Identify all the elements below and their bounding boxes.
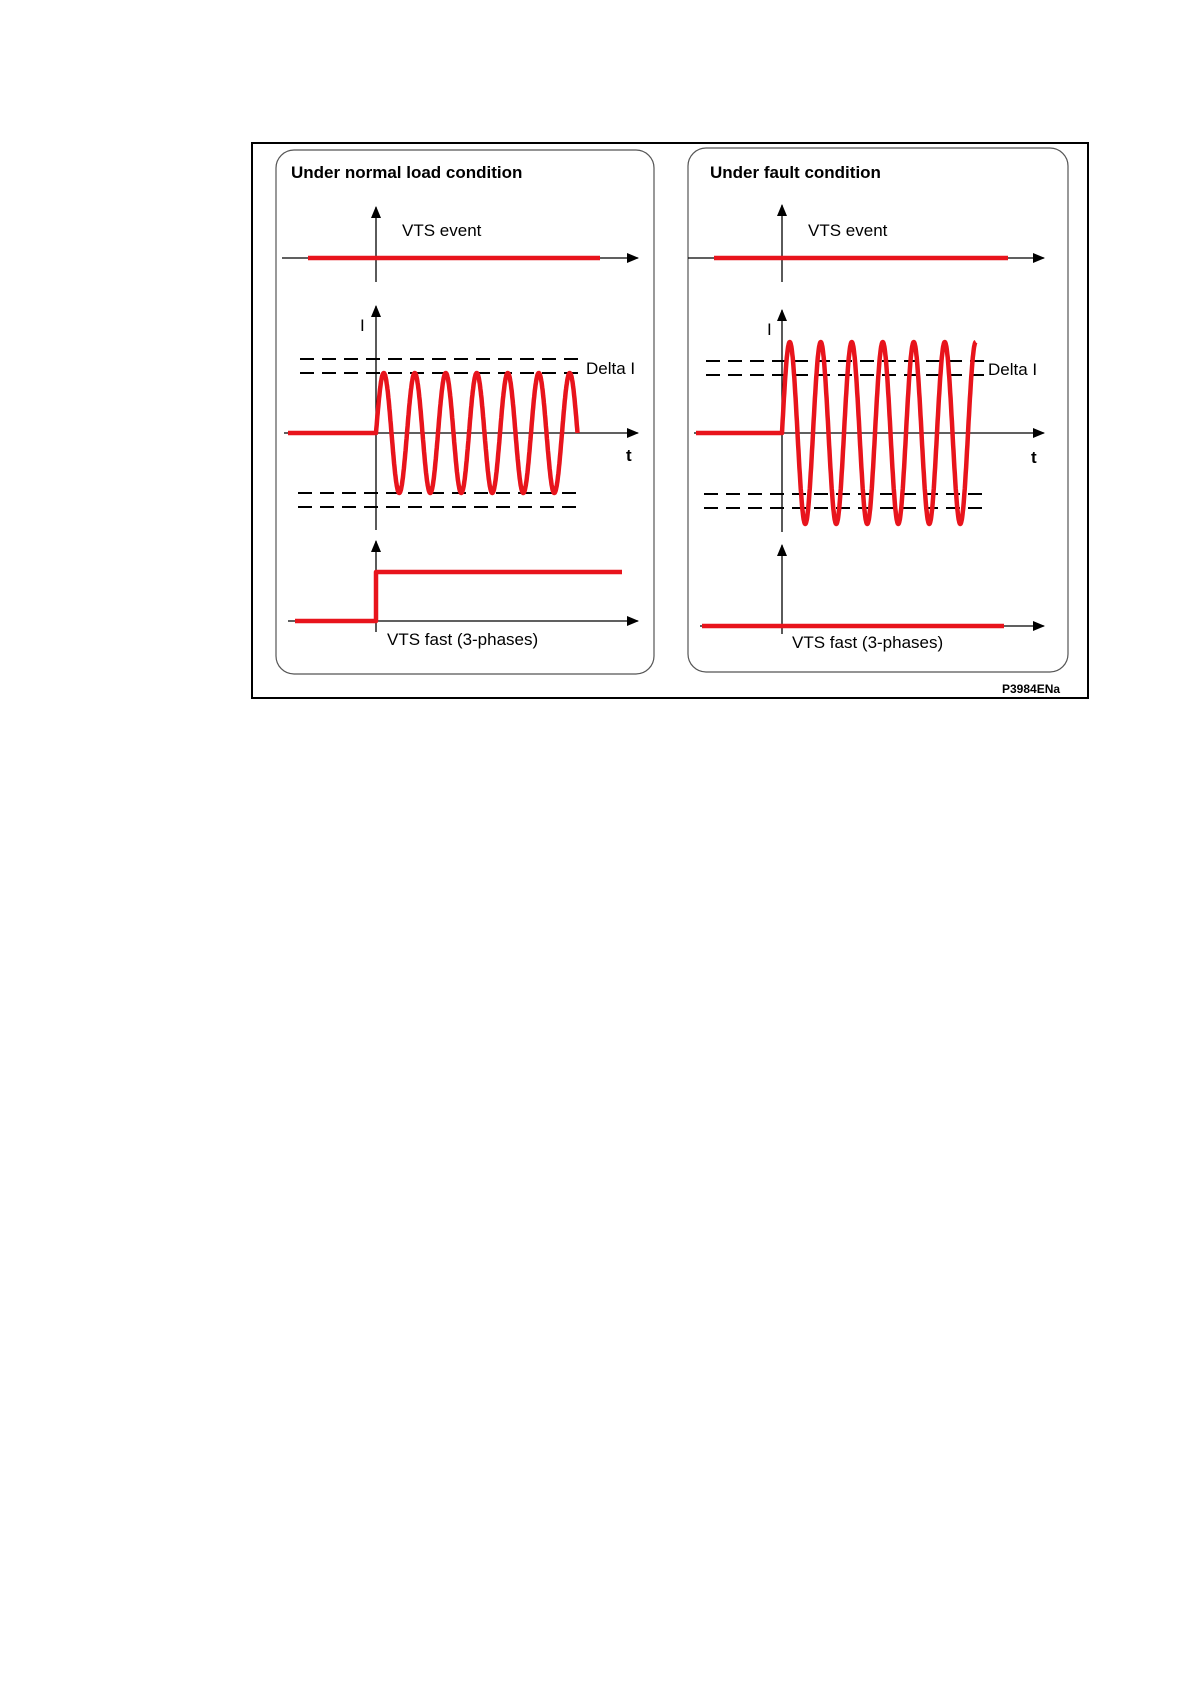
- figure-id-label: P3984ENa: [1002, 682, 1061, 696]
- panel-normal-load: [276, 150, 654, 674]
- vts-fast-label: VTS fast (3-phases): [792, 633, 944, 652]
- panel-title: Under fault condition: [710, 163, 881, 182]
- threshold-label: Delta I: [988, 360, 1038, 379]
- vts-event-label: VTS event: [808, 221, 888, 240]
- panel-title: Under normal load condition: [291, 163, 523, 182]
- panel-fault: [688, 148, 1068, 672]
- time-axis-label: t: [1031, 448, 1037, 467]
- threshold-label: Delta I: [586, 359, 636, 378]
- vts-event-label: VTS event: [402, 221, 482, 240]
- vts-fast-signal: [295, 572, 622, 621]
- time-axis-label: t: [626, 446, 632, 465]
- vts-fast-label: VTS fast (3-phases): [387, 630, 539, 649]
- current-axis-label: I: [767, 320, 772, 339]
- current-axis-label: I: [360, 316, 365, 335]
